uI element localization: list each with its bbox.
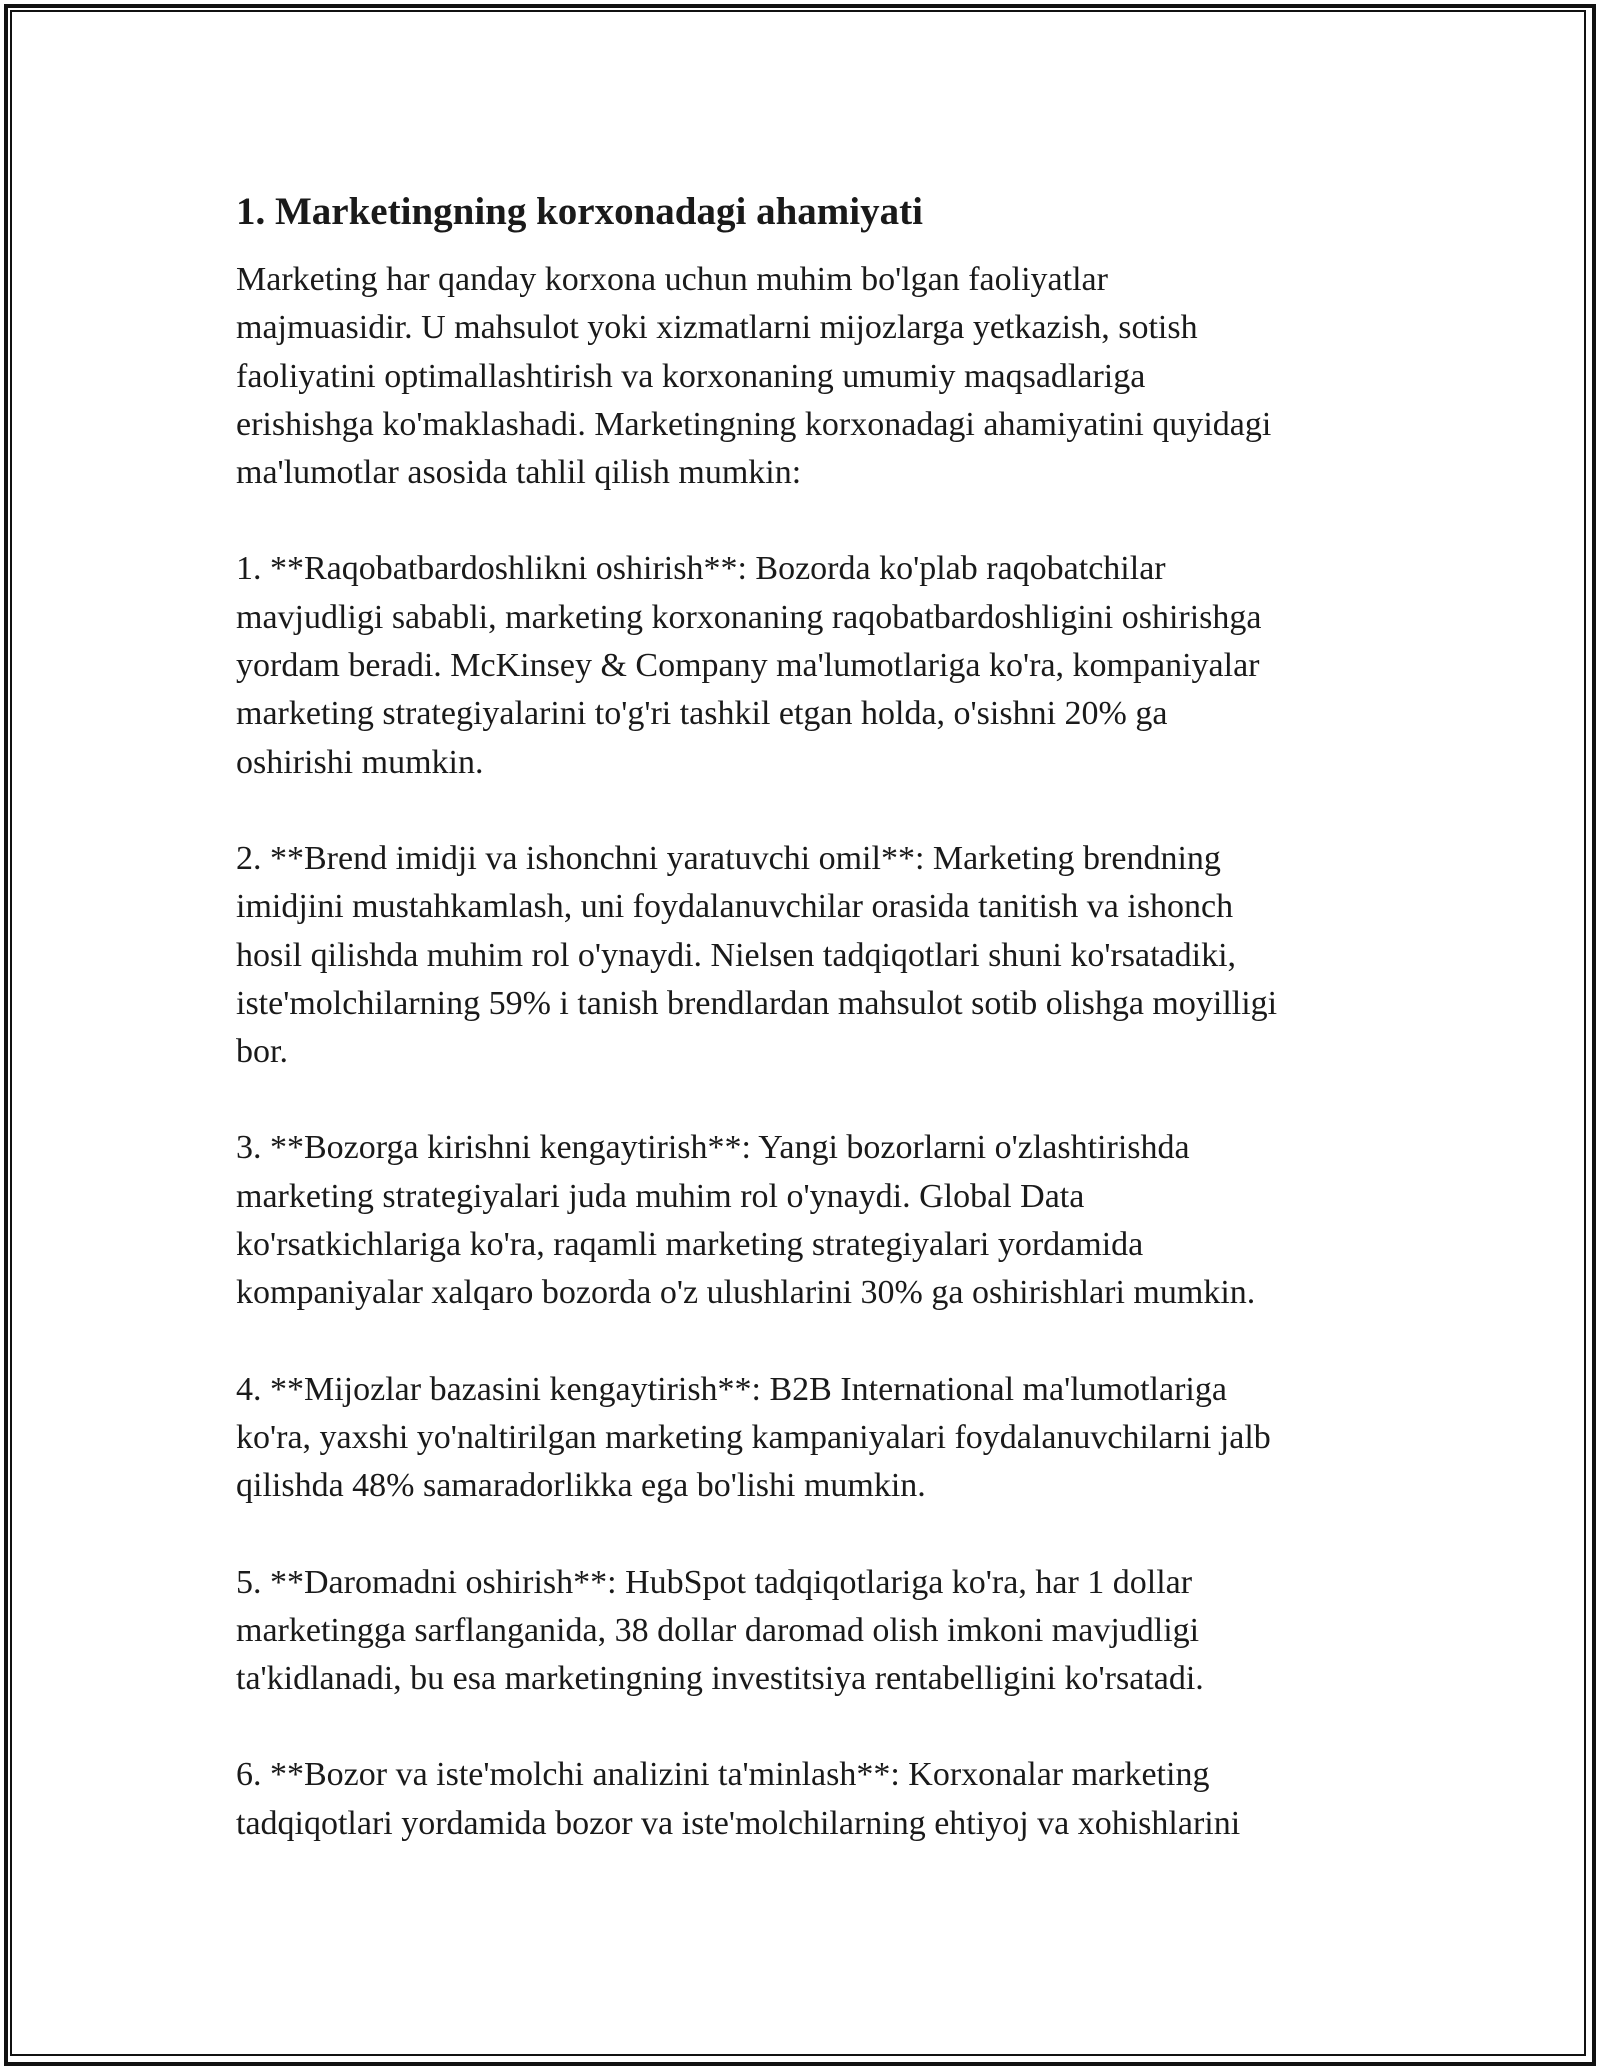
- list-item-1: 1. **Raqobatbardoshlikni oshirish**: Bozorda ko'plab raqobatchilar mavjudligi sababli, marketing korxonaning raqobatbardoshligini oshirishga yordam beradi. McKinsey & Company ma'lumotlariga ko'ra, kompaniyalar marketing strategiyalarini to'g'ri tashkil etgan holda, o'sishni 20% ga oshirishi mumkin.: [236, 550, 1262, 781]
- list-item-2: 2. **Brend imidji va ishonchni yaratuvchi omil**: Marketing brendning imidjini mustahkamlash, uni foydalanuvchilar orasida tanitish va ishonch hosil qilishda muhim rol o'ynaydi. Nielsen tadqiqotlari shuni ko'rsatadiki, iste'molchilarning 59% i tanish brendlardan mahsulot sotib olishga moyilligi bor.: [236, 839, 1278, 1071]
- list-item-6: 6. **Bozor va iste'molchi analizini ta'minlash**: Korxonalar marketing tadqiqotlari yordamida bozor va iste'molchilarning ehtiyoj va xohishlarini: [236, 1756, 1241, 1842]
- list-item-5: 5. **Daromadni oshirish**: HubSpot tadqiqotlariga ko'ra, har 1 dollar marketingga sarflanganida, 38 dollar daromad olish imkoni mavjudligi ta'kidlanadi, bu esa marketingning investitsiya rentabelligini ko'rsatadi.: [236, 1563, 1204, 1698]
- list-item-3: 3. **Bozorga kirishni kengaytirish**: Yangi bozorlarni o'zlashtirishda marketing strategiyalari juda muhim rol o'ynaydi. Global Data ko'rsatkichlariga ko'ra, raqamli marketing strategiyalari yordamida kompaniyalar xalqaro bozorda o'z ulushlarini 30% ga oshirishlari mumkin.: [236, 1129, 1256, 1312]
- section-heading: 1. Marketingning korxonadagi ahamiyati: [236, 190, 923, 233]
- list-item-4: 4. **Mijozlar bazasini kengaytirish**: B2B International ma'lumotlariga ko'ra, yaxshi yo'naltirilgan marketing kampaniyalari foydalanuvchilarni jalb qilishda 48% samaradorlikka ega bo'lishi mumkin.: [236, 1370, 1271, 1505]
- intro-paragraph: Marketing har qanday korxona uchun muhim bo'lgan faoliyatlar majmuasidir. U mahsulot yoki xizmatlarni mijozlarga yetkazish, sotish faoliyatini optimallashtirish va korxonaning umumiy maqsadlariga erishishga ko'maklashadi. Marketingning korxonadagi ahamiyatini quyidagi ma'lumotlar asosida tahlil qilish mumkin:: [236, 261, 1272, 492]
- document-body: [236, 186, 1366, 1896]
